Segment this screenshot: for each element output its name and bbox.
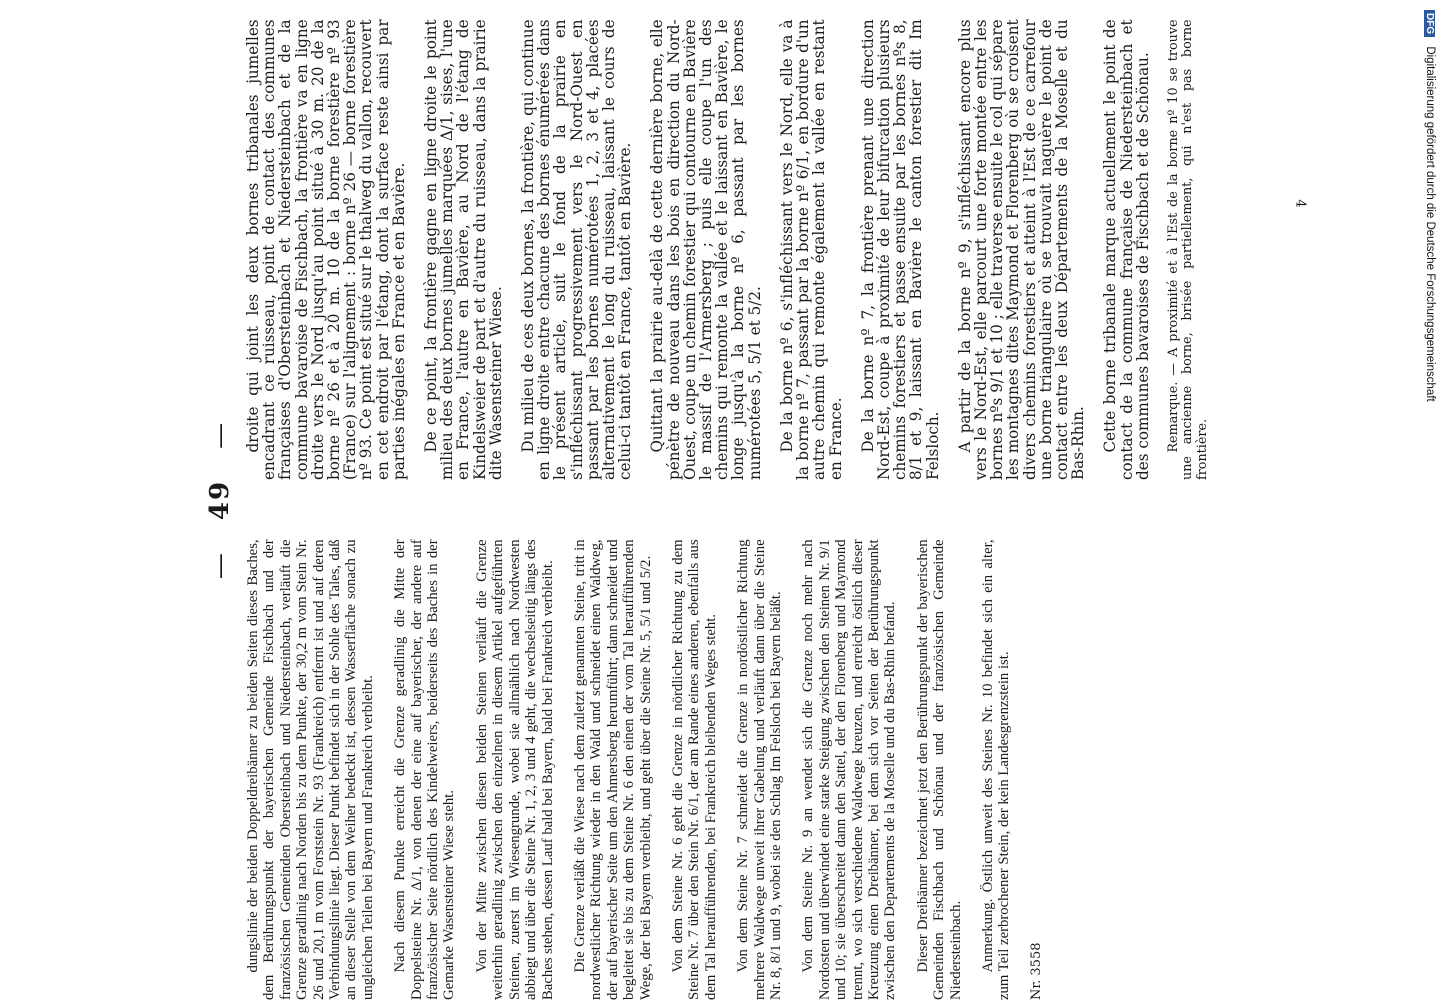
- french-paragraph: De la borne nº 7, la frontière prenant une direction Nord-Est, coupe à proximité de leur bifurcation plusieurs chemins forestiers et passe ensuite par les bornes nºs 8, 8/1 et 9, laissant en Bavière le canton forestier dit Im Felsloch.: [858, 19, 942, 480]
- german-paragraph: Nach diesem Punkte erreicht die Grenze geradlinig die Mitte der Doppelsteine Nr. Δ/1, von denen der eine auf bayerischer, der andere auf französischer Seite nördlich des Kindelweiers, beiderseits des Baches in der Gemarke Wasensteiner Wiese steht.: [392, 539, 458, 1000]
- rotated-page: [117, 0, 1317, 1000]
- german-paragraph: Von dem Steine Nr. 7 schneidet die Grenze in nordöstlicher Richtung mehrere Waldwege unweit ihrer Gabelung und verläuft dann über die Steine Nr. 8, 8/1 und 9, wobei sie den Schlag Im Felsloch bei Bayern beläßt.: [735, 539, 784, 1000]
- page-number: 49: [205, 479, 235, 521]
- german-paragraph: dungslinie der beiden Doppeldreibänner zu beiden Seiten dieses Baches, dem Berührungspunkt der bayerischen Gemeinde Fischbach und der französischen Gemeinden Obersteinbach und Niedersteinbach, verläuft die Grenze geradlinig nach Norden bis zu dem Punkte, der 30,2 m vom Stein Nr. 26 und 20,1 m vom Forststein Nr. 93 (Frankreich) entfernt ist und auf deren Verbindungslinie liegt. Dieser Punkt befindet sich in der Sohle des Tales, daß an dieser Stelle von dem Weiher bedeckt ist, dessen Wasserfläche sonach zu ungleichen Teilen bei Bayern und Frankreich verbleibt.: [245, 539, 376, 1000]
- german-note: Anmerkung. Östlich unweit des Steines Nr. 10 befindet sich ein alter, zum Teil zerbrochener Stein, der kein Landesgrenzstein ist.: [980, 539, 1013, 1000]
- dfg-logo: DFG: [1424, 10, 1435, 37]
- french-note: Remarque. — A proximité et à l'Est de la borne nº 10 se trouve une ancienne borne, brisée partiellement, qui n'est pas borne frontière.: [1165, 19, 1210, 480]
- credit-text: Digitalisierung gefördert durch die Deutsche Forschungsgemeinschaft: [1424, 46, 1436, 402]
- digitization-credit: [1418, 10, 1438, 990]
- header-dash-left: —: [205, 551, 235, 580]
- french-paragraph: Du milieu de ces deux bornes, la frontière, qui continue en ligne droite entre chacune des bornes énumérées dans le présent article, suit le fond de la prairie en s'infléchissant progressivement vers le Nord-Ouest en passant par les bornes numérotées 1, 2, 3 et 4, placées alternativement le long du ruisseau, laissant le cours de celui-ci tantôt en France, tantôt en Bavière.: [519, 19, 635, 480]
- german-paragraph: Dieser Dreibänner bezeichnet jetzt den Berührungspunkt der bayerischen Gemeinden Fischbach und Schönau und der französischen Gemeinde Niedersteinbach.: [914, 539, 964, 1000]
- header-dash-right: —: [205, 420, 235, 449]
- french-paragraph: A partir de la borne nº 9, s'infléchissant encore plus vers le Nord-Est, elle parcourt une forte montée entre les bornes nºs 9/1 et 10 ; elle traverse ensuite le col qui sépare les montagnes dites Maymond et Florenberg où se croisent divers chemins forestiers et atteint à l'Est de ce carrefour une borne triangulaire où se trouvait naguère le point de contact entre les deux Départements de la Moselle et du Bas-Rhin.: [955, 19, 1088, 480]
- french-paragraph: De la borne nº 6, s'infléchissant vers le Nord, elle va à la borne nº 7, passant par la borne nº 6/1, en bordure d'un autre chemin qui remonte également la vallée en restant en France.: [777, 19, 845, 480]
- french-column: [245, 10, 1226, 480]
- german-paragraph: Die Grenze verläßt die Wiese nach dem zuletzt genannten Steine, tritt in nordwestlicher Richtung wieder in den Wald und schneidet einen Waldweg, der auf bayerischer Seite um den Ahmersberg herumführt; dann schneidet und begleitet sie bis zu dem Steine Nr. 6 den einen der vom Tal heraufführenden Wege, der bei Bayern verbleibt, und geht über die Steine Nr. 5, 5/1 und 5/2.: [571, 539, 654, 1000]
- document-number: Nr. 3558: [1028, 942, 1044, 1000]
- german-paragraph: Von der Mitte zwischen diesen beiden Steinen verläuft die Grenze weiterhin geradlinig zwischen den einzelnen in diesem Artikel aufgeführten Steinen, zuerst im Wiesengrunde, wobei sie allmählich nach Nordwesten abbiegt und über die Steine Nr. 1, 2, 3 und 4 geht, die wechselseitig längs des Baches stehen, dessen Lauf bald bei Bayern, bald bei Frankreich verbleibt.: [473, 539, 556, 1000]
- german-column: [245, 530, 1044, 1000]
- german-paragraph: Von dem Steine Nr. 6 geht die Grenze in nördlicher Richtung zu dem Steine Nr. 7 über den Stein Nr. 6/1, der am Rande eines anderen, ebenfalls aus dem Tal heraufführenden, bei Frankreich bleibenden Weges steht.: [669, 539, 719, 1000]
- page-marker: 4: [1292, 199, 1308, 208]
- french-paragraph: Quittant la prairie au-delà de cette dernière borne, elle pénètre de nouveau dans les bois en direction du Nord-Ouest, coupe un chemin forestier qui contourne en Bavière le massif de l'Armersberg ; puis elle coupe l'un des chemins qui remonte la vallée et le laissant en Bavière, le longe jusqu'à la borne nº 6, passant par les bornes numérotées 5, 5/1 et 5/2.: [648, 19, 764, 480]
- page-header: [205, 0, 235, 1000]
- french-paragraph: droite qui joint les deux bornes tribanales jumelles encadrant ce ruisseau, point de contact des communes françaises d'Obersteinbach et Niedersteinbach et de la commune bavaroise de Fischbach, la frontière va en ligne droite vers le Nord jusqu'au point situé à 30 m. 20 de la borne nº 26 et à 20 m. 10 de la borne forestière nº 93 (France) sur l'alignement : borne nº 26 — borne forestière nº 93. Ce point est situé sur le thalweg du vallon, recouvert en cet endroit par l'étang, dont la surface reste ainsi par parties inégales en France et en Bavière.: [244, 19, 408, 480]
- french-paragraph: De ce point, la frontière gagne en ligne droite le point milieu des deux bornes jumelles marquées Δ/1, sises, l'une en France, l'autre en Bavière, au Nord de l'étang de Kindelsweier de part et d'autre du ruisseau, dans la prairie dite Wasensteiner Wiese.: [422, 19, 505, 480]
- german-paragraph: Von dem Steine Nr. 9 an wendet sich die Grenze noch mehr nach Nordosten und überwindet eine starke Steigung zwischen den Steinen Nr. 9/1 und 10; sie überschreitet dann den Sattel, der den Florenberg und Maymond trennt, wo sich verschiedene Waldwege kreuzen, und erreicht östlich dieser Kreuzung einen Dreibänner, bei dem sich vor Seiten der Berührungspunkt zwischen den Departements de la Moselle und du Bas-Rhin befand.: [800, 539, 899, 1000]
- french-paragraph: Cette borne tribanale marque actuellement le point de contact de la commune française de Niedersteinbach et des communes bavaroises de Fischbach et de Schönau.: [1101, 19, 1152, 480]
